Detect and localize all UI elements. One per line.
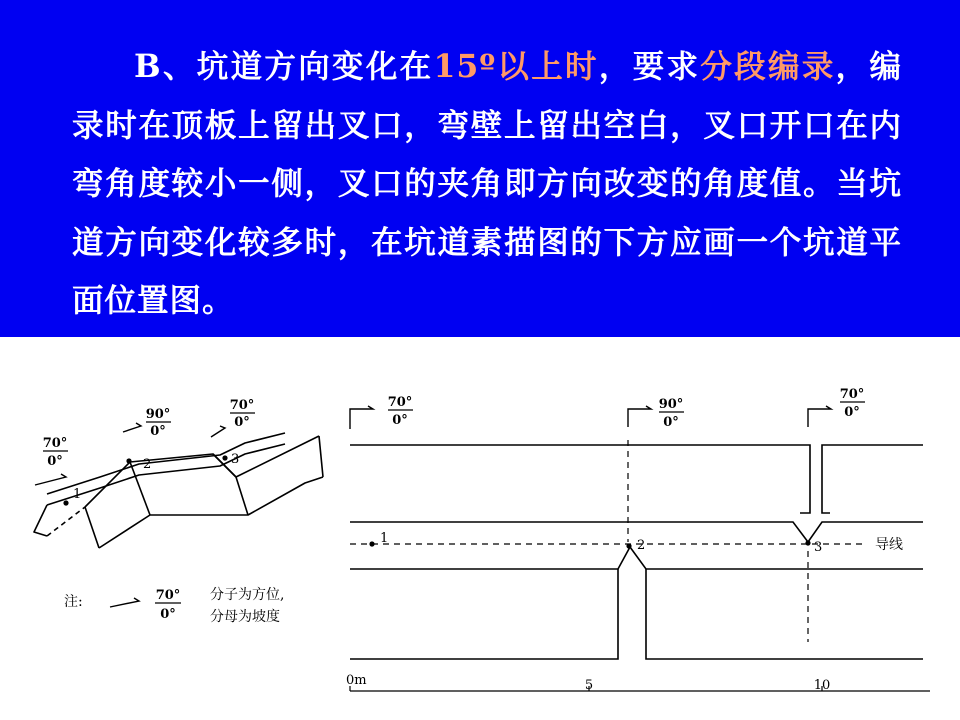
- corner-arrow-icon: [808, 406, 831, 427]
- plan-points: [369, 531, 822, 555]
- fraction-bottom: 0°: [234, 415, 250, 430]
- fraction-bottom: 0°: [392, 413, 408, 428]
- arrow-icon: [35, 474, 66, 485]
- sketch-front-edge: [85, 436, 319, 507]
- plan-fraction-2: [659, 397, 684, 430]
- sketch-bottom-edge: [99, 477, 323, 548]
- plan-point-label-2: 2: [637, 538, 646, 553]
- fraction-bottom: 0°: [47, 454, 63, 469]
- sketch-front-wall-1: [85, 507, 99, 548]
- legend-note: [64, 586, 284, 625]
- highlight-angle: 15º以上时: [433, 48, 599, 85]
- text-run-1: B、坑道方向变化在: [134, 48, 434, 85]
- fraction-bottom: 0°: [150, 424, 166, 439]
- text-run-2: ，要求: [598, 48, 701, 85]
- tunnel-diagram: [0, 337, 960, 720]
- scale-label-5: 5: [584, 678, 594, 693]
- sketch-arrows: [35, 423, 225, 485]
- arrow-icon: [110, 598, 139, 607]
- sketch-left-wall: [34, 505, 47, 536]
- sketch-back-edge-2: [47, 444, 285, 505]
- note-label: 注:: [64, 594, 83, 610]
- plan-point-label-3: 3: [814, 540, 823, 555]
- fraction-bottom: 0°: [844, 405, 860, 420]
- highlight-segment: 分段编录: [700, 48, 836, 85]
- corner-arrow-icon: [350, 406, 373, 429]
- fraction-top: 90°: [658, 397, 684, 412]
- sketch-hidden-edge: [47, 507, 85, 536]
- fraction-top: 70°: [839, 387, 865, 402]
- fraction-bottom: 0°: [663, 415, 679, 430]
- plan-point-label-1: 1: [380, 531, 389, 546]
- fraction-top: 70°: [42, 436, 68, 451]
- plan-fraction-1: [388, 395, 413, 428]
- plan-fraction-3: [840, 387, 865, 420]
- plan-dashed-lines: [350, 440, 866, 642]
- arrow-icon: [123, 423, 141, 432]
- plan-bottom-wall: [350, 569, 618, 659]
- fraction-top: 90°: [145, 407, 171, 422]
- sketch-fraction-2: [146, 407, 171, 439]
- corner-arrow-icon: [628, 406, 651, 427]
- scale-label-10: 10: [813, 678, 831, 693]
- text-banner: [0, 0, 960, 337]
- point-label-3: 3: [231, 452, 240, 467]
- point-label-2: 2: [143, 457, 152, 472]
- plan-top-wall-right: [822, 445, 923, 513]
- point-marker: [626, 543, 631, 548]
- plan-corner-markers: [350, 406, 831, 429]
- plan-top-wall: [350, 445, 810, 513]
- fraction-bottom: 0°: [160, 607, 176, 622]
- point-label-1: 1: [73, 487, 82, 502]
- fraction-top: 70°: [229, 398, 255, 413]
- point-marker: [126, 458, 131, 463]
- sketch-back-edge: [47, 433, 285, 494]
- point-marker: [63, 500, 68, 505]
- point-marker: [369, 541, 374, 546]
- sketch-fraction-3: [230, 398, 255, 430]
- note-line-2: 分母为坡度: [210, 609, 280, 625]
- fraction-top: 70°: [155, 588, 181, 603]
- description-paragraph: [72, 38, 902, 331]
- point-marker: [222, 455, 227, 460]
- fraction-top: 70°: [387, 395, 413, 410]
- scale-label-0: 0m: [346, 673, 367, 688]
- guide-line-label: 导线: [875, 537, 903, 553]
- plan-bottom-wall-right: [646, 569, 923, 659]
- arrow-icon: [211, 426, 225, 437]
- note-line-1: 分子为方位,: [210, 587, 285, 603]
- sketch-fraction-1: [43, 436, 68, 469]
- text-run-3: ，编录时在顶板上留出叉口，弯壁上留出空白，叉口开口在内弯角度较小一侧，叉口的夹角即方向改变的角度值。当坑道方向变化较多时，在坑道素描图的下方应画一个坑道平面位置图。: [72, 48, 902, 319]
- point-marker: [805, 540, 810, 545]
- sketch-end-wall: [319, 436, 323, 477]
- scale-bar: [346, 673, 930, 693]
